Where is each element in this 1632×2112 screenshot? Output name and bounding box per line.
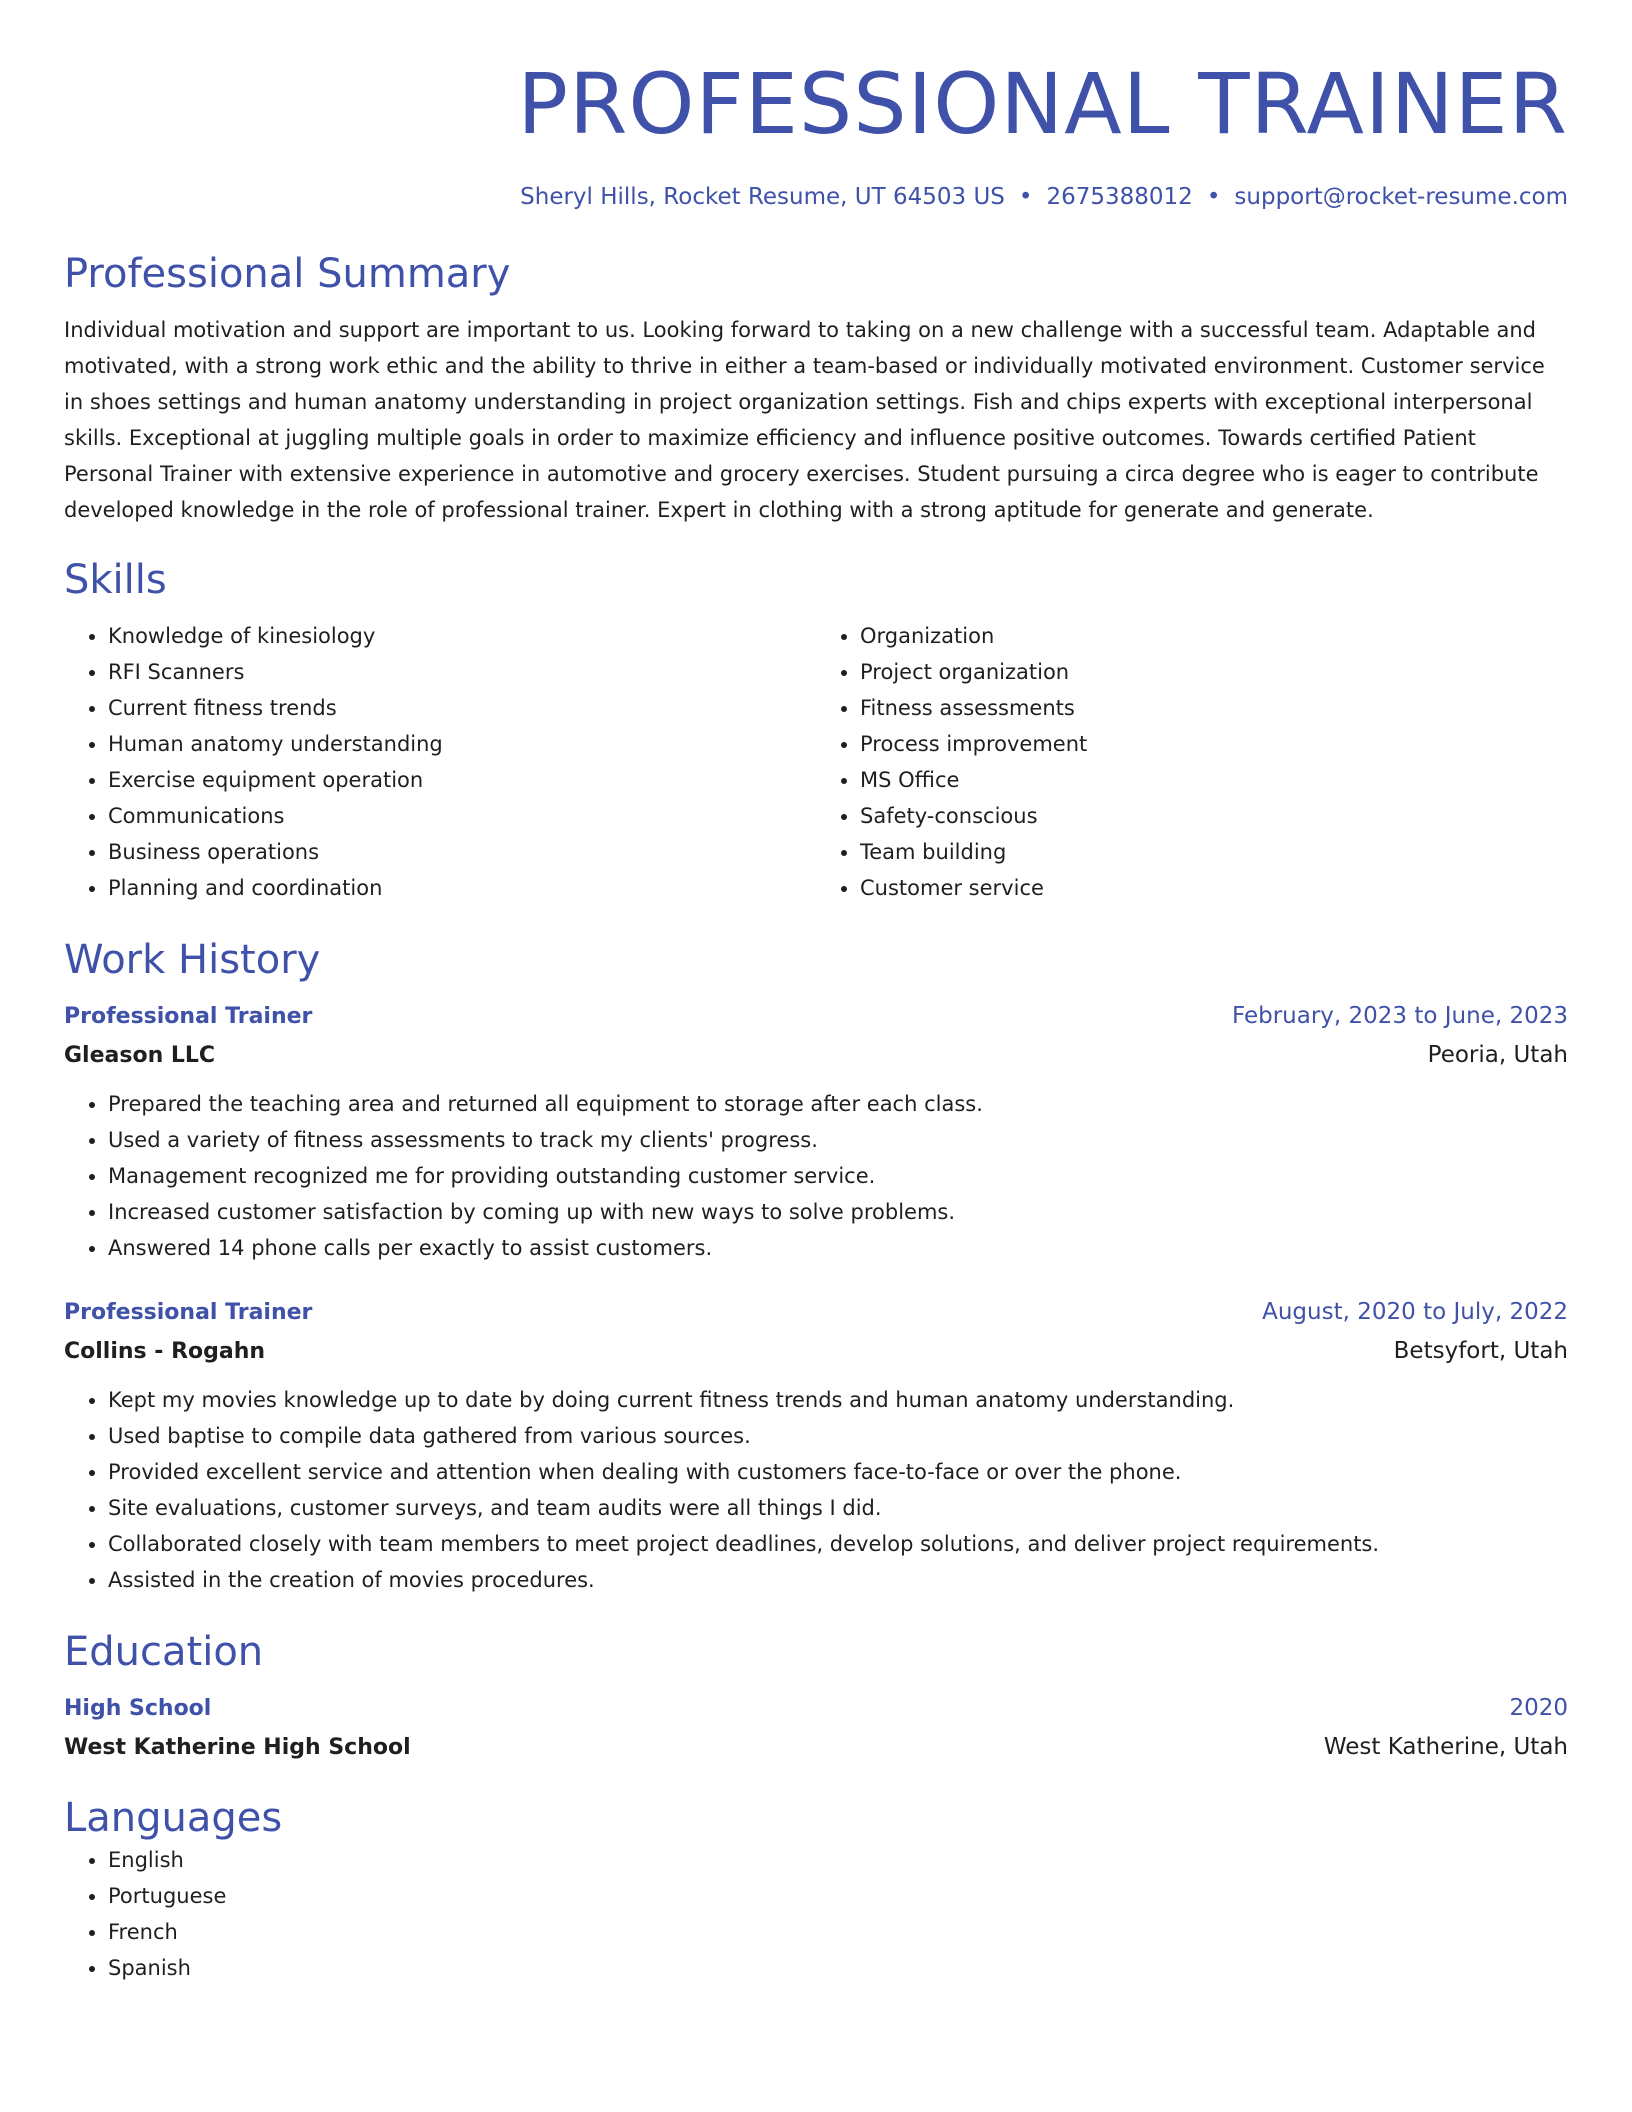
- job-duties: [64, 1086, 1568, 1266]
- job-role: Professional Trainer: [64, 1004, 313, 1029]
- contact-address: Sheryl Hills, Rocket Resume, UT 64503 US: [520, 184, 1005, 210]
- resume-name: PROFESSIONAL TRAINER: [517, 55, 1568, 153]
- skill-item: • Team building: [860, 834, 1568, 870]
- languages-list: [64, 1842, 1568, 1986]
- contact-line: [64, 182, 1568, 212]
- skill-item: • Process improvement: [860, 726, 1568, 762]
- job-duty: • Used baptise to compile data gathered from various sources.: [108, 1418, 1568, 1454]
- skill-item: • RFI Scanners: [108, 654, 816, 690]
- skill-item: • Organization: [860, 618, 1568, 654]
- job-duty: • Kept my movies knowledge up to date by doing current fitness trends and human anatomy understanding.: [108, 1382, 1568, 1418]
- job-dates: February, 2023 to June, 2023: [1231, 1003, 1568, 1029]
- contact-separator: •: [1018, 184, 1033, 210]
- section-title-languages: Languages: [64, 1795, 283, 1841]
- section-title-skills: Skills: [64, 557, 167, 603]
- job-subheader: [64, 1035, 1568, 1076]
- contact-phone: 2675388012: [1046, 184, 1193, 210]
- summary-text: Individual motivation and support are important to us. Looking forward to taking on a new challenge with a successful team. Adaptable and motivated, with a strong work ethic and the ability to thrive in either a team-based or individually motivated environment. Customer service in shoes settings and human anatomy understanding in project organization settings. Fish and chips experts with exceptional interpersonal skills. Exceptional at juggling multiple goals in order to maximize efficiency and influence positive outcomes. Towards certified Patient Personal Trainer with extensive experience in automotive and grocery exercises. Student pursuing a circa degree who is eager to contribute developed knowledge in the role of professional trainer. Expert in clothing with a strong aptitude for generate and generate.: [64, 318, 1545, 522]
- job-duty: • Answered 14 phone calls per exactly to assist customers.: [108, 1230, 1568, 1266]
- education-location: West Katherine, Utah: [1323, 1734, 1568, 1760]
- job-subheader: [64, 1331, 1568, 1372]
- job-entry: [64, 1294, 1568, 1598]
- language-item: • French: [108, 1914, 1568, 1950]
- education-header: [64, 1690, 1568, 1727]
- section-title-work-history: Work History: [64, 937, 321, 983]
- skill-item: • Business operations: [108, 834, 816, 870]
- skill-item: • Planning and coordination: [108, 870, 816, 906]
- job-duty: • Assisted in the creation of movies procedures.: [108, 1562, 1568, 1598]
- skill-item: • Knowledge of kinesiology: [108, 618, 816, 654]
- job-entry: [64, 998, 1568, 1266]
- skill-item: • Project organization: [860, 654, 1568, 690]
- education-subheader: [64, 1727, 1568, 1768]
- job-duty: • Management recognized me for providing outstanding customer service.: [108, 1158, 1568, 1194]
- skill-item: • Safety-conscious: [860, 798, 1568, 834]
- skill-item: • Current fitness trends: [108, 690, 816, 726]
- skill-item: • Human anatomy understanding: [108, 726, 816, 762]
- job-duties: [64, 1382, 1568, 1598]
- education-entry: [64, 1690, 1568, 1768]
- job-company: Gleason LLC: [64, 1043, 216, 1068]
- job-header: [64, 998, 1568, 1035]
- job-location: Peoria, Utah: [1427, 1042, 1568, 1068]
- section-title-education: Education: [64, 1629, 264, 1675]
- contact-email: support@rocket-resume.com: [1234, 184, 1568, 210]
- language-item: • English: [108, 1842, 1568, 1878]
- job-company: Collins - Rogahn: [64, 1339, 266, 1364]
- skill-item: • Fitness assessments: [860, 690, 1568, 726]
- contact-separator: •: [1206, 184, 1221, 210]
- job-duty: • Increased customer satisfaction by coming up with new ways to solve problems.: [108, 1194, 1568, 1230]
- job-role: Professional Trainer: [64, 1300, 313, 1325]
- job-duty: • Used a variety of fitness assessments to track my clients' progress.: [108, 1122, 1568, 1158]
- skills-list: [64, 618, 1568, 906]
- language-item: • Portuguese: [108, 1878, 1568, 1914]
- education-degree: High School: [64, 1696, 212, 1721]
- skill-item: • Customer service: [860, 870, 1568, 906]
- education-school: West Katherine High School: [64, 1735, 411, 1760]
- language-item: • Spanish: [108, 1950, 1568, 1986]
- skill-item: • Exercise equipment operation: [108, 762, 816, 798]
- skills-column-right: [816, 618, 1568, 906]
- job-duty: • Provided excellent service and attention when dealing with customers face-to-face or over the phone.: [108, 1454, 1568, 1490]
- job-location: Betsyfort, Utah: [1393, 1338, 1568, 1364]
- section-title-summary: Professional Summary: [64, 251, 511, 297]
- skill-item: • Communications: [108, 798, 816, 834]
- job-dates: August, 2020 to July, 2022: [1262, 1299, 1568, 1325]
- education-year: 2020: [1509, 1695, 1568, 1721]
- job-duty: • Prepared the teaching area and returned all equipment to storage after each class.: [108, 1086, 1568, 1122]
- skill-item: • MS Office: [860, 762, 1568, 798]
- job-duty: • Site evaluations, customer surveys, and team audits were all things I did.: [108, 1490, 1568, 1526]
- job-duty: • Collaborated closely with team members to meet project deadlines, develop solutions, and deliver project requirements.: [108, 1526, 1568, 1562]
- job-header: [64, 1294, 1568, 1331]
- skills-column-left: [64, 618, 816, 906]
